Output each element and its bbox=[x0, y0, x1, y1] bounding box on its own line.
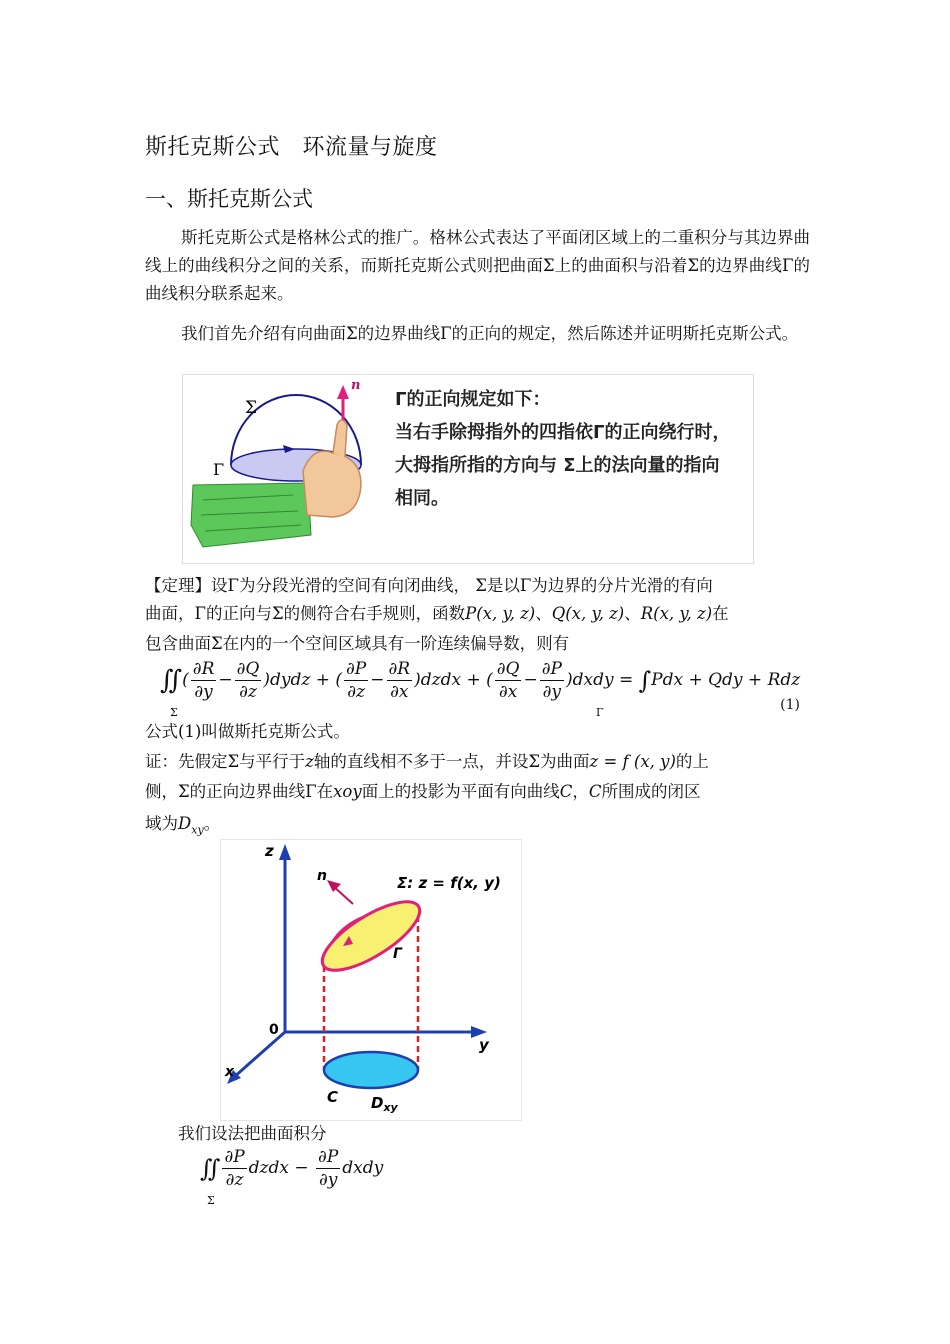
denominator: ∂z bbox=[225, 1170, 244, 1190]
proof-text: 。 bbox=[203, 814, 221, 833]
sigma-subscript: Σ bbox=[207, 1194, 215, 1207]
differential: dzdx bbox=[420, 670, 462, 690]
fraction bbox=[344, 658, 368, 703]
denominator: ∂x bbox=[390, 682, 409, 702]
fraction bbox=[387, 658, 413, 703]
differential: dzdx bbox=[248, 1158, 289, 1178]
proof-text: ， bbox=[572, 782, 589, 801]
sigma-label: Σ bbox=[245, 398, 258, 418]
projection-diagram bbox=[221, 840, 521, 1120]
fraction bbox=[495, 658, 522, 703]
surface-equation: z = f (x, y) bbox=[589, 752, 676, 771]
differential: dxdy bbox=[342, 1158, 384, 1178]
numerator: ∂P bbox=[346, 659, 367, 679]
denominator: ∂y bbox=[542, 682, 562, 702]
rule-line-3: 大拇指所指的方向与 Σ上的法向量的指向 bbox=[395, 455, 720, 476]
x-label: x bbox=[225, 1064, 235, 1080]
math-var: xoy bbox=[333, 782, 362, 801]
numerator: ∂P bbox=[318, 1147, 339, 1167]
right-hand-rule-text bbox=[395, 383, 730, 515]
denominator: ∂z bbox=[347, 682, 365, 702]
differential: dxdy bbox=[572, 670, 614, 690]
separator: 、 bbox=[535, 604, 552, 623]
surface-integral: ∬ $\frac{\partial P}{\partial z}$ dzdx − $\frac{\partial P}{\partial y}$ dxdy bbox=[200, 1147, 384, 1190]
right-hand-rule-figure bbox=[182, 374, 754, 564]
separator: 、 bbox=[624, 604, 641, 623]
fraction bbox=[235, 658, 262, 703]
sigma-subscript: Σ bbox=[170, 706, 178, 719]
math-var: z bbox=[305, 752, 314, 771]
thumb bbox=[333, 420, 347, 457]
differential: dydz bbox=[270, 670, 311, 690]
surface-boundary bbox=[313, 889, 429, 982]
origin-label: 0 bbox=[269, 1022, 279, 1038]
z-label: z bbox=[265, 842, 274, 860]
proof-text: 域为 bbox=[145, 814, 178, 833]
gamma-label: Γ bbox=[393, 946, 402, 962]
x-axis bbox=[233, 1032, 285, 1078]
double-integral: ∬ bbox=[200, 1154, 221, 1183]
theorem-text-a: 曲面，Γ的正向与Σ的侧符合右手规则，函数 bbox=[145, 604, 466, 623]
double-integral: ∬ bbox=[160, 665, 183, 696]
numerator: ∂P bbox=[224, 1147, 245, 1167]
proof-text: 面上的投影为平面有向曲线 bbox=[361, 782, 560, 801]
rule-line-2: 当右手除拇指外的四指依Γ的正向绕行时， bbox=[395, 422, 731, 443]
paragraph-orientation-text: 我们首先介绍有向曲面Σ的边界曲线Γ的正向的规定，然后陈述并证明斯托克斯公式。 bbox=[181, 324, 799, 343]
theorem-text-b: 在 bbox=[712, 604, 729, 623]
normal-arrowhead bbox=[337, 385, 349, 399]
formula-rhs: Pdx + Qdy + Rdz bbox=[651, 670, 801, 690]
rule-line-1: Γ的正向规定如下： bbox=[395, 389, 551, 410]
gamma-subscript: Γ bbox=[596, 706, 604, 719]
math-var: C bbox=[559, 782, 573, 801]
line-integral: ∫ bbox=[638, 666, 652, 695]
y-label: y bbox=[479, 1036, 489, 1054]
fraction bbox=[540, 658, 564, 703]
proof-text: 所围成的闭区 bbox=[601, 782, 701, 801]
c-label: C bbox=[327, 1088, 339, 1106]
function-p: P(x, y, z) bbox=[465, 604, 536, 623]
rule-line-4: 相同。 bbox=[395, 488, 449, 509]
page-title: 斯托克斯公式 环流量与旋度 bbox=[145, 135, 438, 160]
z-arrowhead bbox=[279, 844, 291, 860]
denominator: ∂x bbox=[498, 682, 518, 702]
math-subscript: xy bbox=[191, 823, 204, 837]
proof-text: 的上 bbox=[675, 752, 709, 771]
proof-line-2 bbox=[145, 778, 810, 806]
math-var: C bbox=[588, 782, 602, 801]
right-hand-illustration bbox=[183, 375, 395, 563]
proof-text: 轴的直线相不多于一点，并设Σ为曲面 bbox=[313, 752, 590, 771]
math-var: D bbox=[178, 814, 192, 833]
paragraph-intro bbox=[145, 224, 810, 308]
normal-label: n bbox=[317, 868, 327, 884]
normal-label: n bbox=[351, 378, 361, 393]
formula-caption: 公式(1)叫做斯托克斯公式。 bbox=[145, 722, 350, 741]
denominator: ∂y bbox=[194, 682, 213, 702]
numerator: ∂Q bbox=[236, 659, 260, 679]
denominator: ∂z bbox=[239, 682, 257, 702]
denominator: ∂y bbox=[318, 1170, 338, 1190]
hand bbox=[303, 451, 361, 517]
closing-sentence: 我们设法把曲面积分 bbox=[178, 1124, 327, 1143]
d-main: D bbox=[371, 1094, 384, 1112]
function-q: Q(x, y, z) bbox=[551, 604, 625, 623]
fraction bbox=[191, 658, 217, 703]
section-heading: 一、斯托克斯公式 bbox=[145, 187, 313, 211]
numerator: ∂P bbox=[541, 659, 562, 679]
numerator: ∂R bbox=[388, 659, 411, 679]
numerator: ∂Q bbox=[496, 659, 520, 679]
numerator: ∂R bbox=[192, 659, 215, 679]
projected-region bbox=[324, 1052, 418, 1088]
theorem-line-3: 包含曲面Σ在内的一个空间区域具有一阶连续偏导数，则有 bbox=[145, 634, 570, 653]
proof-text: 侧，Σ的正向边界曲线Γ在 bbox=[145, 782, 334, 801]
proof-line-1 bbox=[145, 748, 810, 776]
paragraph-orientation bbox=[145, 320, 810, 348]
stokes-formula: ∬( $\frac{\partial R}{\partial y}$ − $\frac{\partial Q}{\partial z}$ )dydz + ( $\frac{\partial P}{\partial z}$ − $\frac{\partial R}{\partial x}$ )dzdx + ( $\frac{\partial Q}{\partial x}$ − $\frac{\partial P}{\partial y}$ )dxdy = ∫Pdx + Qdy + Rdz bbox=[160, 659, 801, 702]
theorem-line-1: 【定理】设Γ为分段光滑的空间有向闭曲线， Σ是以Γ为边界的分片光滑的有向 bbox=[145, 576, 713, 595]
equation-number: (1) bbox=[780, 697, 800, 713]
function-r: R(x, y, z) bbox=[640, 604, 713, 623]
fraction bbox=[222, 1146, 246, 1191]
paragraph-intro-text: 斯托克斯公式是格林公式的推广。格林公式表达了平面闭区域上的二重积分与其边界曲线上的曲线积分之间的关系，而斯托克斯公式则把曲面Σ上的曲面积与沿着Σ的边界曲线Γ的曲线积分联系起来。 bbox=[145, 228, 810, 303]
gamma-label: Γ bbox=[213, 460, 225, 479]
fraction bbox=[316, 1146, 340, 1191]
proof-text: 证：先假定Σ与平行于 bbox=[145, 752, 306, 771]
d-subscript: xy bbox=[383, 1101, 398, 1114]
projection-figure bbox=[220, 839, 522, 1121]
surface-label: Σ: z = f(x, y) bbox=[397, 874, 501, 892]
d-label bbox=[371, 1094, 399, 1114]
theorem-line-2 bbox=[145, 600, 810, 628]
